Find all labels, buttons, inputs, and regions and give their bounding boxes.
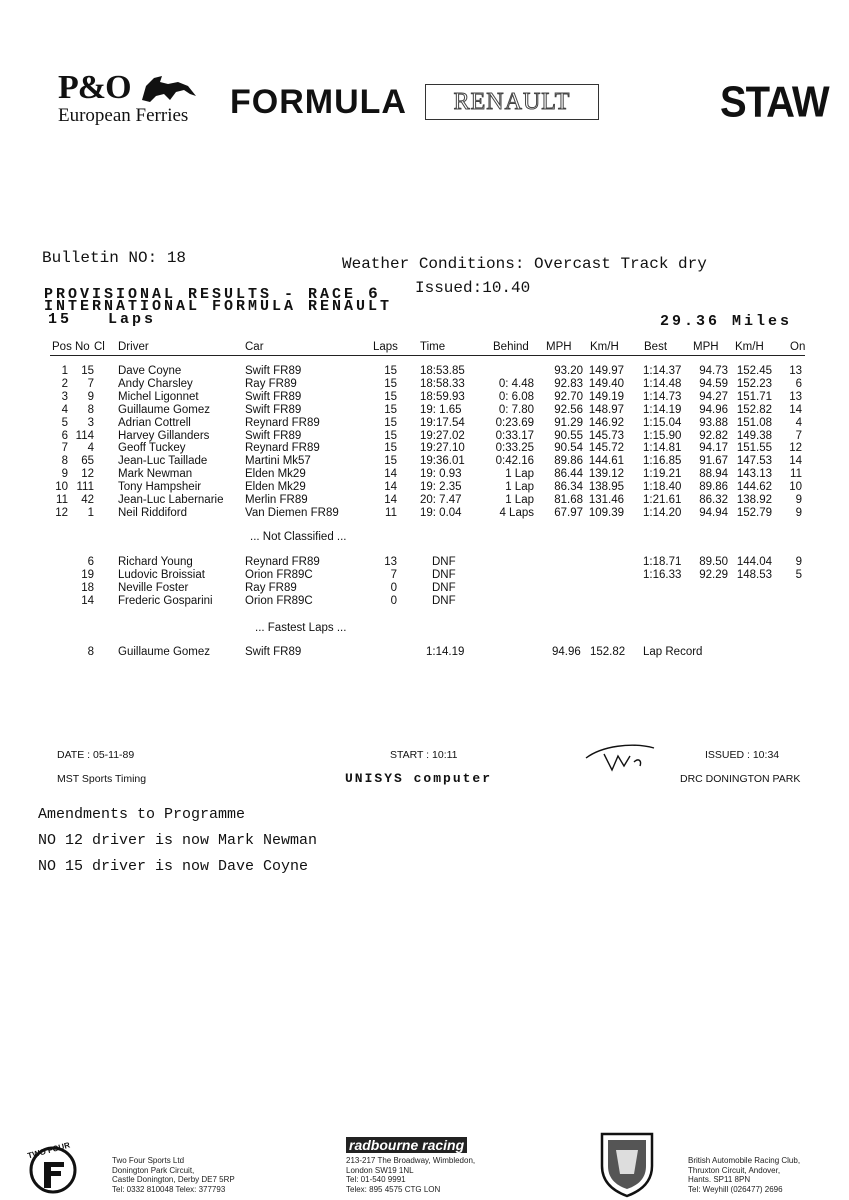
signature-icon <box>582 740 662 776</box>
renault-logo <box>425 84 599 120</box>
cell-mph: 86.44 <box>554 468 583 481</box>
cell-car: Van Diemen FR89 <box>245 506 339 519</box>
cell-car: Ray FR89 <box>245 581 297 594</box>
barc-crest-icon <box>596 1130 658 1198</box>
cell-pos: 7 <box>61 442 68 455</box>
radbourne-address <box>346 1156 475 1194</box>
cell-best-kmh: 144.62 <box>736 481 772 494</box>
cell-on: 7 <box>795 429 802 442</box>
cell-mph: 91.29 <box>554 416 583 429</box>
cell-status: DNF <box>432 568 456 581</box>
radbourne-line: Telex: 895 4575 CTG LON <box>346 1184 441 1194</box>
cell-laps: 14 <box>384 468 397 481</box>
cell-laps: 15 <box>384 390 397 403</box>
cell-pos: 4 <box>61 403 68 416</box>
amendment-item: NO 15 driver is now Dave Coyne <box>38 858 309 875</box>
cell-time: 18:58.33 <box>420 377 465 390</box>
cell-best: 1:19.21 <box>643 468 682 481</box>
cell-best-mph: 88.94 <box>699 468 728 481</box>
cell-behind: 1 Lap <box>505 494 534 506</box>
cell-best-mph: 94.27 <box>699 390 728 403</box>
cell-driver: Tony Hampsheir <box>118 481 202 494</box>
cell-best-mph: 94.94 <box>699 506 728 519</box>
cell-best-mph: 94.17 <box>699 442 728 455</box>
venue: DRC DONINGTON PARK <box>680 773 801 785</box>
cell-car: Swift FR89 <box>245 390 302 403</box>
cell-driver: Frederic Gosparini <box>118 594 213 607</box>
cell-car: Reynard FR89 <box>245 442 320 455</box>
cell-driver: Jean-Luc Labernarie <box>118 494 224 506</box>
results-title-text: PROVISIONAL RESULTS - RACE <box>44 286 357 303</box>
cell-pos: 1 <box>61 365 68 377</box>
cell-mph: 93.20 <box>554 365 583 377</box>
cell-driver: Ludovic Broissiat <box>118 568 205 581</box>
amendments-title: Amendments to Programme <box>38 806 246 823</box>
table-row <box>0 391 800 404</box>
cell-best-kmh: 143.13 <box>736 468 772 481</box>
twofour-line: Donington Park Circuit, <box>112 1165 195 1175</box>
cell-driver: Michel Ligonnet <box>118 390 199 403</box>
cell-laps: 15 <box>384 365 397 377</box>
cell-best: 1:14.48 <box>643 377 682 390</box>
cell-best-mph: 93.88 <box>699 416 728 429</box>
barc-line: Thruxton Circuit, Andover, <box>688 1165 781 1175</box>
cell-no: 3 <box>87 416 94 429</box>
cell-laps: 13 <box>384 556 397 568</box>
cell-behind: 1 Lap <box>505 481 534 494</box>
cell-behind: 0:23.69 <box>495 416 534 429</box>
cell-driver: Jean-Luc Taillade <box>118 455 208 468</box>
cell-driver: Geoff Tuckey <box>118 442 186 455</box>
po-logo-subtitle: European Ferries <box>58 105 189 126</box>
cell-behind: 0: 7.80 <box>498 403 534 416</box>
cell-time: 19: 0.04 <box>420 506 462 519</box>
cell-mph: 92.56 <box>554 403 583 416</box>
cell-no: 12 <box>81 468 94 481</box>
fastest-laps-label: ... Fastest Laps ... <box>255 622 347 634</box>
table-row <box>0 417 800 430</box>
cell-laps: 15 <box>384 377 397 390</box>
col-time: Time <box>420 341 446 353</box>
amendment-item: NO 12 driver is now Mark Newman <box>38 832 318 849</box>
cell-car: Elden Mk29 <box>245 468 306 481</box>
radbourne-line: Tel: 01-540 9991 <box>346 1175 406 1184</box>
barc-line: Hants. SP11 8PN <box>688 1175 751 1184</box>
fastest-time: 1:14.19 <box>426 646 465 658</box>
table-row <box>0 430 800 443</box>
not-classified-label: ... Not Classified ... <box>250 531 347 543</box>
table-row <box>0 455 800 468</box>
col-kmh: Km/H <box>590 341 619 353</box>
cell-time: 20: 7.47 <box>420 494 462 506</box>
cell-kmh: 138.95 <box>588 481 624 494</box>
cell-pos: 3 <box>61 390 68 403</box>
cell-car: Swift FR89 <box>245 429 302 442</box>
cell-status: DNF <box>432 556 456 568</box>
cell-best-kmh: 151.08 <box>736 416 772 429</box>
cell-behind: 0: 4.48 <box>498 377 534 390</box>
cell-pos: 8 <box>61 455 68 468</box>
cell-laps: 15 <box>384 429 397 442</box>
cell-time: 18:59.93 <box>420 390 465 403</box>
amendments <box>38 802 317 880</box>
cell-best-kmh: 151.71 <box>736 390 772 403</box>
staw-logo: STAW <box>720 77 829 127</box>
cell-best-kmh: 138.92 <box>736 494 772 506</box>
cell-best-mph: 94.73 <box>699 365 728 377</box>
cell-pos: 5 <box>61 416 68 429</box>
cell-car: Swift FR89 <box>245 365 302 377</box>
table-row <box>0 582 800 595</box>
twofour-badge-label: TWO FOUR <box>26 1140 71 1161</box>
cell-kmh: 109.39 <box>588 506 624 519</box>
cell-best-mph: 94.96 <box>699 403 728 416</box>
cell-driver: Neil Riddiford <box>118 506 188 519</box>
cell-driver: Neville Foster <box>118 581 189 594</box>
fastest-note: Lap Record <box>643 646 703 658</box>
cell-time: 18:53.85 <box>420 365 465 377</box>
cell-pos: 6 <box>61 429 68 442</box>
cell-best-mph: 91.67 <box>699 455 728 468</box>
cell-status: DNF <box>432 594 456 607</box>
computer-credit: UNISYS computer <box>345 771 493 786</box>
cell-kmh: 146.92 <box>588 416 624 429</box>
cell-best: 1:15.90 <box>643 429 682 442</box>
cell-on: 9 <box>795 506 802 519</box>
fastest-kmh: 152.82 <box>590 646 626 658</box>
cell-driver: Richard Young <box>118 556 193 568</box>
fastest-lap-row <box>0 646 849 660</box>
col-laps: Laps <box>373 341 398 353</box>
cell-car: Orion FR89C <box>245 568 313 581</box>
cell-car: Swift FR89 <box>245 403 302 416</box>
cell-laps: 0 <box>390 581 397 594</box>
cell-on: 14 <box>789 455 802 468</box>
twofour-address <box>112 1156 235 1194</box>
cell-time: 19:36.01 <box>420 455 465 468</box>
header-divider <box>50 355 805 356</box>
cell-best: 1:14.81 <box>643 442 682 455</box>
cell-best: 1:16.33 <box>643 568 682 581</box>
cell-mph: 67.97 <box>554 506 583 519</box>
table-row <box>0 556 800 569</box>
cell-no: 6 <box>87 556 94 568</box>
cell-best: 1:15.04 <box>643 416 682 429</box>
cell-best-mph: 94.59 <box>699 377 728 390</box>
cell-best-kmh: 152.45 <box>736 365 772 377</box>
cell-best: 1:21.61 <box>643 494 682 506</box>
timing-company: MST Sports Timing <box>57 773 147 785</box>
col-car: Car <box>245 341 264 353</box>
cell-best-kmh: 149.38 <box>736 429 772 442</box>
barc-address <box>688 1156 800 1194</box>
formula-logo: FORMULA <box>230 83 407 121</box>
cell-kmh: 149.40 <box>588 377 624 390</box>
cell-kmh: 145.72 <box>588 442 624 455</box>
cell-car: Merlin FR89 <box>245 494 308 506</box>
race-number: 6 <box>368 285 381 303</box>
cell-behind: 0:42.16 <box>495 455 534 468</box>
col-pos: Pos <box>52 341 72 353</box>
cell-time: 19: 1.65 <box>420 403 462 416</box>
championship-title: INTERNATIONAL FORMULA RENAULT <box>44 298 393 315</box>
cell-kmh: 149.19 <box>588 390 624 403</box>
radbourne-logo-text: radbourne racing <box>346 1137 467 1153</box>
cell-on: 6 <box>795 377 802 390</box>
results-header <box>0 341 849 355</box>
table-row <box>0 507 800 520</box>
cell-mph: 90.55 <box>554 429 583 442</box>
table-row <box>0 404 800 417</box>
issued-time: Issued:10.40 <box>415 279 531 297</box>
radbourne-logo <box>346 1137 467 1155</box>
cell-kmh: 145.73 <box>588 429 624 442</box>
col-driver: Driver <box>118 341 149 353</box>
issued-stamp: ISSUED : 10:34 <box>705 749 780 761</box>
cell-best-kmh: 152.82 <box>736 403 772 416</box>
cell-no: 42 <box>81 494 94 506</box>
cell-behind: 1 Lap <box>505 468 534 481</box>
cell-no: 18 <box>81 581 94 594</box>
po-logo-text: P&O <box>58 69 131 106</box>
cell-kmh: 144.61 <box>588 455 624 468</box>
cell-car: Ray FR89 <box>245 377 297 390</box>
barc-line: Tel: Weyhill (026477) 2696 <box>688 1184 783 1194</box>
col-mph: MPH <box>546 341 572 353</box>
cell-time: 19:27.10 <box>420 442 465 455</box>
cell-behind: 0:33.25 <box>495 442 534 455</box>
twofour-line: Tel: 0332 810048 Telex: 377793 <box>112 1184 226 1194</box>
cell-best: 1:16.85 <box>643 455 682 468</box>
cell-driver: Dave Coyne <box>118 365 182 377</box>
not-classified-table <box>0 556 849 612</box>
cell-best: 1:14.73 <box>643 390 682 403</box>
cell-best: 1:14.19 <box>643 403 682 416</box>
twofour-line: Castle Donington, Derby DE7 5RP <box>112 1175 235 1184</box>
radbourne-line: London SW19 1NL <box>346 1165 414 1175</box>
cell-time: 19: 2.35 <box>420 481 462 494</box>
table-row <box>0 378 800 391</box>
cell-behind: 0: 6.08 <box>498 390 534 403</box>
cell-on: 12 <box>789 442 802 455</box>
cell-no: 14 <box>81 594 94 607</box>
cell-best: 1:18.40 <box>643 481 682 494</box>
cell-pos: 12 <box>55 506 68 519</box>
cell-car: Martini Mk57 <box>245 455 311 468</box>
table-row <box>0 468 800 481</box>
cell-behind: 4 Laps <box>499 506 534 519</box>
start-time: START : 10:11 <box>390 749 458 761</box>
cell-no: 8 <box>87 403 94 416</box>
table-row <box>0 569 800 582</box>
cell-car: Reynard FR89 <box>245 556 320 568</box>
laps-word: Laps <box>108 311 157 328</box>
cell-no: 4 <box>87 442 94 455</box>
cell-on: 5 <box>795 568 802 581</box>
results-table <box>0 365 849 525</box>
cell-best-kmh: 147.53 <box>736 455 772 468</box>
cell-time: 19: 0.93 <box>420 468 462 481</box>
cell-laps: 15 <box>384 403 397 416</box>
cell-laps: 15 <box>384 455 397 468</box>
cell-on: 4 <box>795 416 802 429</box>
cell-time: 19:27.02 <box>420 429 465 442</box>
cell-car: Elden Mk29 <box>245 481 306 494</box>
cell-laps: 7 <box>390 568 397 581</box>
cell-best-kmh: 151.55 <box>736 442 772 455</box>
cell-on: 9 <box>795 494 802 506</box>
cell-pos: 11 <box>56 494 68 506</box>
cell-best-mph: 89.86 <box>699 481 728 494</box>
table-row <box>0 595 800 608</box>
fastest-car: Swift FR89 <box>245 646 302 658</box>
cell-kmh: 139.12 <box>588 468 624 481</box>
cell-best-mph: 92.82 <box>699 429 728 442</box>
cell-mph: 92.70 <box>554 390 583 403</box>
cell-no: 9 <box>87 390 94 403</box>
col-no: No <box>75 341 90 353</box>
cell-pos: 2 <box>61 377 68 390</box>
cell-mph: 89.86 <box>554 455 583 468</box>
cell-best-kmh: 148.53 <box>736 568 772 581</box>
cell-mph: 81.68 <box>554 494 583 506</box>
laps-count: 15 <box>48 311 73 328</box>
bulletin-number: Bulletin NO: 18 <box>42 249 187 267</box>
cell-laps: 11 <box>385 506 397 519</box>
fastest-mph: 94.96 <box>552 646 581 658</box>
cell-no: 15 <box>81 365 94 377</box>
renault-logo-text: RENAULT <box>453 88 571 115</box>
cell-no: 7 <box>87 377 94 390</box>
fastest-driver: Guillaume Gomez <box>118 646 211 658</box>
cell-no: 114 <box>75 429 94 442</box>
col-cl: Cl <box>94 341 105 353</box>
cell-driver: Guillaume Gomez <box>118 403 211 416</box>
cell-on: 11 <box>790 468 802 481</box>
cell-no: 111 <box>76 481 94 494</box>
table-row <box>0 442 800 455</box>
cell-on: 13 <box>789 390 802 403</box>
cell-mph: 92.83 <box>554 377 583 390</box>
cell-driver: Mark Newman <box>118 468 193 481</box>
cell-pos: 10 <box>55 481 68 494</box>
col-on: On <box>790 341 806 353</box>
cell-time: 19:17.54 <box>420 416 465 429</box>
cell-laps: 14 <box>384 481 397 494</box>
cell-kmh: 149.97 <box>588 365 624 377</box>
table-row <box>0 494 800 507</box>
cell-laps: 15 <box>384 442 397 455</box>
laps-line <box>48 311 156 328</box>
cell-best-kmh: 152.79 <box>736 506 772 519</box>
fastest-no: 8 <box>87 646 94 658</box>
cell-best-mph: 92.29 <box>699 568 728 581</box>
cell-best: 1:14.20 <box>643 506 682 519</box>
cell-no: 19 <box>81 568 94 581</box>
cell-no: 1 <box>87 506 94 519</box>
twofour-line: Two Four Sports Ltd <box>112 1156 185 1165</box>
horse-icon <box>140 72 198 104</box>
cell-on: 13 <box>789 365 802 377</box>
cell-driver: Adrian Cottrell <box>118 416 191 429</box>
cell-laps: 0 <box>390 594 397 607</box>
cell-best: 1:18.71 <box>643 556 682 568</box>
cell-status: DNF <box>432 581 456 594</box>
col-behind: Behind <box>493 341 529 353</box>
cell-best-kmh: 152.23 <box>736 377 772 390</box>
cell-on: 14 <box>789 403 802 416</box>
cell-best-kmh: 144.04 <box>736 556 772 568</box>
race-distance: 29.36 Miles <box>660 313 793 330</box>
weather-conditions: Weather Conditions: Overcast Track dry <box>342 255 707 273</box>
cell-behind: 0:33.17 <box>495 429 534 442</box>
cell-best: 1:14.37 <box>643 365 682 377</box>
cell-on: 9 <box>795 556 802 568</box>
cell-driver: Andy Charsley <box>118 377 193 390</box>
cell-kmh: 131.46 <box>588 494 624 506</box>
cell-no: 65 <box>81 455 94 468</box>
col-best: Best <box>644 341 668 353</box>
cell-driver: Harvey Gillanders <box>118 429 210 442</box>
cell-car: Orion FR89C <box>245 594 313 607</box>
barc-line: British Automobile Racing Club, <box>688 1156 801 1165</box>
col-best-kmh: Km/H <box>735 341 764 353</box>
cell-car: Reynard FR89 <box>245 416 320 429</box>
table-row <box>0 365 800 378</box>
cell-pos: 9 <box>61 468 68 481</box>
race-date: DATE : 05-11-89 <box>57 749 135 761</box>
radbourne-line: 213-217 The Broadway, Wimbledon, <box>346 1156 476 1165</box>
col-best-mph: MPH <box>693 341 719 353</box>
cell-mph: 86.34 <box>554 481 583 494</box>
cell-kmh: 148.97 <box>588 403 624 416</box>
cell-laps: 14 <box>384 494 397 506</box>
table-row <box>0 481 800 494</box>
cell-best-mph: 86.32 <box>699 494 728 506</box>
cell-on: 10 <box>789 481 802 494</box>
cell-mph: 90.54 <box>554 442 583 455</box>
cell-laps: 15 <box>384 416 397 429</box>
cell-best-mph: 89.50 <box>699 556 728 568</box>
